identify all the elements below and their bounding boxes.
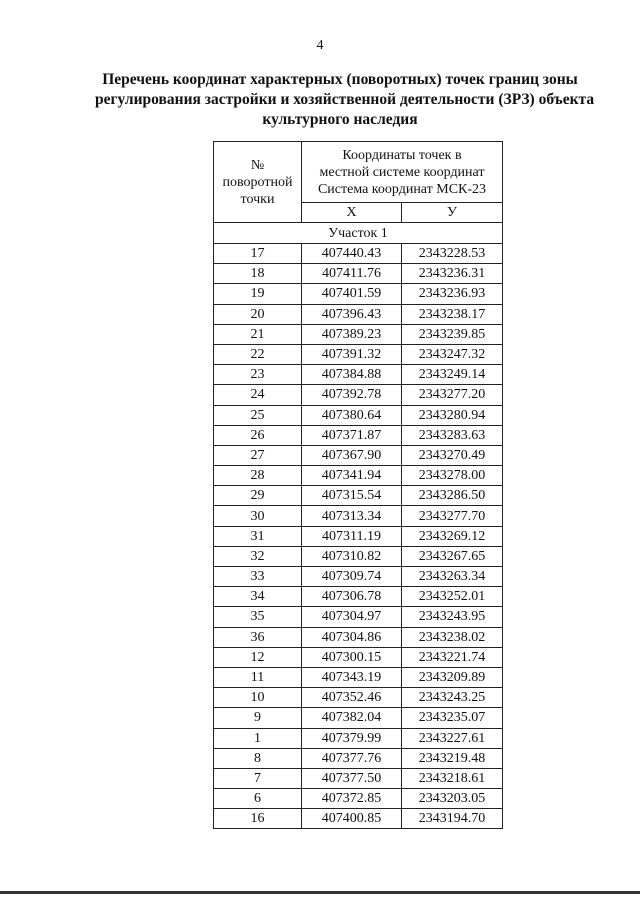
y-coordinate-cell: 2343236.93 bbox=[402, 284, 503, 304]
table-row bbox=[214, 304, 503, 324]
y-coordinate-cell: 2343203.05 bbox=[402, 789, 503, 809]
point-number-cell: 9 bbox=[214, 708, 302, 728]
table-row bbox=[214, 647, 503, 667]
table-row bbox=[214, 466, 503, 486]
y-coordinate-cell: 2343249.14 bbox=[402, 365, 503, 385]
table-row bbox=[214, 526, 503, 546]
section-label: Участок 1 bbox=[214, 223, 503, 244]
y-coordinate-cell: 2343247.32 bbox=[402, 344, 503, 364]
x-coordinate-cell: 407391.32 bbox=[302, 344, 402, 364]
point-number-cell: 18 bbox=[214, 264, 302, 284]
table-row bbox=[214, 587, 503, 607]
table-row bbox=[214, 445, 503, 465]
point-number-cell: 11 bbox=[214, 667, 302, 687]
header-coords-line: Система координат МСК-23 bbox=[317, 181, 487, 197]
point-number-cell: 10 bbox=[214, 688, 302, 708]
x-coordinate-cell: 407341.94 bbox=[302, 466, 402, 486]
y-coordinate-cell: 2343239.85 bbox=[402, 324, 503, 344]
x-coordinate-cell: 407352.46 bbox=[302, 688, 402, 708]
point-number-cell: 17 bbox=[214, 244, 302, 264]
title-line: культурного наследия bbox=[262, 111, 418, 128]
x-coordinate-cell: 407313.34 bbox=[302, 506, 402, 526]
y-coordinate-cell: 2343286.50 bbox=[402, 486, 503, 506]
point-number-cell: 24 bbox=[214, 385, 302, 405]
header-number-line: поворотной bbox=[222, 174, 293, 190]
table-row bbox=[214, 809, 503, 829]
x-coordinate-cell: 407343.19 bbox=[302, 667, 402, 687]
header-point-number bbox=[214, 142, 302, 223]
point-number-cell: 34 bbox=[214, 587, 302, 607]
table-row bbox=[214, 344, 503, 364]
y-coordinate-cell: 2343194.70 bbox=[402, 809, 503, 829]
x-coordinate-cell: 407400.85 bbox=[302, 809, 402, 829]
coordinates-table bbox=[213, 141, 503, 829]
table-row bbox=[214, 244, 503, 264]
y-coordinate-cell: 2343277.20 bbox=[402, 385, 503, 405]
header-number-line: № bbox=[250, 157, 265, 173]
y-coordinate-cell: 2343280.94 bbox=[402, 405, 503, 425]
x-coordinate-cell: 407371.87 bbox=[302, 425, 402, 445]
point-number-cell: 21 bbox=[214, 324, 302, 344]
x-coordinate-cell: 407304.97 bbox=[302, 607, 402, 627]
table-row bbox=[214, 284, 503, 304]
y-coordinate-cell: 2343277.70 bbox=[402, 506, 503, 526]
table-row bbox=[214, 425, 503, 445]
y-coordinate-cell: 2343219.48 bbox=[402, 748, 503, 768]
table-row bbox=[214, 708, 503, 728]
y-coordinate-cell: 2343252.01 bbox=[402, 587, 503, 607]
y-coordinate-cell: 2343228.53 bbox=[402, 244, 503, 264]
x-coordinate-cell: 407389.23 bbox=[302, 324, 402, 344]
title-line: Перечень координат характерных (поворотных) точек границ зоны bbox=[102, 71, 578, 88]
x-coordinate-cell: 407377.76 bbox=[302, 748, 402, 768]
x-coordinate-cell: 407304.86 bbox=[302, 627, 402, 647]
y-coordinate-cell: 2343227.61 bbox=[402, 728, 503, 748]
point-number-cell: 6 bbox=[214, 789, 302, 809]
y-coordinate-cell: 2343243.95 bbox=[402, 607, 503, 627]
x-coordinate-cell: 407384.88 bbox=[302, 365, 402, 385]
table-row bbox=[214, 546, 503, 566]
point-number-cell: 32 bbox=[214, 546, 302, 566]
y-coordinate-cell: 2343278.00 bbox=[402, 466, 503, 486]
point-number-cell: 33 bbox=[214, 567, 302, 587]
point-number-cell: 29 bbox=[214, 486, 302, 506]
y-coordinate-cell: 2343270.49 bbox=[402, 445, 503, 465]
point-number-cell: 35 bbox=[214, 607, 302, 627]
x-coordinate-cell: 407377.50 bbox=[302, 768, 402, 788]
point-number-cell: 20 bbox=[214, 304, 302, 324]
y-coordinate-cell: 2343267.65 bbox=[402, 546, 503, 566]
y-coordinate-cell: 2343235.07 bbox=[402, 708, 503, 728]
point-number-cell: 7 bbox=[214, 768, 302, 788]
x-coordinate-cell: 407379.99 bbox=[302, 728, 402, 748]
header-x: X bbox=[302, 203, 402, 223]
title-line: регулирования застройки и хозяйственной деятельности (ЗРЗ) объекта bbox=[95, 91, 595, 108]
table-row bbox=[214, 486, 503, 506]
x-coordinate-cell: 407300.15 bbox=[302, 647, 402, 667]
x-coordinate-cell: 407310.82 bbox=[302, 546, 402, 566]
table-row bbox=[214, 506, 503, 526]
table-row bbox=[214, 405, 503, 425]
x-coordinate-cell: 407372.85 bbox=[302, 789, 402, 809]
table-row bbox=[214, 385, 503, 405]
x-coordinate-cell: 407380.64 bbox=[302, 405, 402, 425]
x-coordinate-cell: 407411.76 bbox=[302, 264, 402, 284]
point-number-cell: 8 bbox=[214, 748, 302, 768]
x-coordinate-cell: 407440.43 bbox=[302, 244, 402, 264]
point-number-cell: 36 bbox=[214, 627, 302, 647]
y-coordinate-cell: 2343221.74 bbox=[402, 647, 503, 667]
y-coordinate-cell: 2343269.12 bbox=[402, 526, 503, 546]
footer-divider bbox=[0, 891, 640, 894]
header-coords-line: местной системе координат bbox=[319, 164, 485, 180]
point-number-cell: 19 bbox=[214, 284, 302, 304]
y-coordinate-cell: 2343283.63 bbox=[402, 425, 503, 445]
header-coords-line: Координаты точек в bbox=[342, 147, 462, 163]
point-number-cell: 25 bbox=[214, 405, 302, 425]
y-coordinate-cell: 2343238.02 bbox=[402, 627, 503, 647]
y-coordinate-cell: 2343263.34 bbox=[402, 567, 503, 587]
point-number-cell: 26 bbox=[214, 425, 302, 445]
point-number-cell: 16 bbox=[214, 809, 302, 829]
table-row bbox=[214, 789, 503, 809]
point-number-cell: 30 bbox=[214, 506, 302, 526]
x-coordinate-cell: 407401.59 bbox=[302, 284, 402, 304]
table-row bbox=[214, 728, 503, 748]
header-y: У bbox=[402, 203, 503, 223]
point-number-cell: 31 bbox=[214, 526, 302, 546]
x-coordinate-cell: 407367.90 bbox=[302, 445, 402, 465]
y-coordinate-cell: 2343236.31 bbox=[402, 264, 503, 284]
point-number-cell: 12 bbox=[214, 647, 302, 667]
y-coordinate-cell: 2343238.17 bbox=[402, 304, 503, 324]
point-number-cell: 22 bbox=[214, 344, 302, 364]
table-row bbox=[214, 748, 503, 768]
header-coordinates bbox=[302, 142, 503, 203]
y-coordinate-cell: 2343218.61 bbox=[402, 768, 503, 788]
point-number-cell: 28 bbox=[214, 466, 302, 486]
table-row bbox=[214, 607, 503, 627]
x-coordinate-cell: 407315.54 bbox=[302, 486, 402, 506]
x-coordinate-cell: 407311.19 bbox=[302, 526, 402, 546]
y-coordinate-cell: 2343243.25 bbox=[402, 688, 503, 708]
table-row bbox=[214, 688, 503, 708]
table-row bbox=[214, 627, 503, 647]
table-row bbox=[214, 667, 503, 687]
point-number-cell: 23 bbox=[214, 365, 302, 385]
header-number-line: точки bbox=[240, 191, 275, 207]
table-row bbox=[214, 768, 503, 788]
y-coordinate-cell: 2343209.89 bbox=[402, 667, 503, 687]
document-title bbox=[95, 70, 595, 130]
table-row bbox=[214, 365, 503, 385]
table-row bbox=[214, 264, 503, 284]
point-number-cell: 1 bbox=[214, 728, 302, 748]
table-row bbox=[214, 567, 503, 587]
x-coordinate-cell: 407382.04 bbox=[302, 708, 402, 728]
x-coordinate-cell: 407306.78 bbox=[302, 587, 402, 607]
point-number-cell: 27 bbox=[214, 445, 302, 465]
x-coordinate-cell: 407396.43 bbox=[302, 304, 402, 324]
x-coordinate-cell: 407392.78 bbox=[302, 385, 402, 405]
table-row bbox=[214, 324, 503, 344]
page-number: 4 bbox=[316, 38, 324, 53]
x-coordinate-cell: 407309.74 bbox=[302, 567, 402, 587]
